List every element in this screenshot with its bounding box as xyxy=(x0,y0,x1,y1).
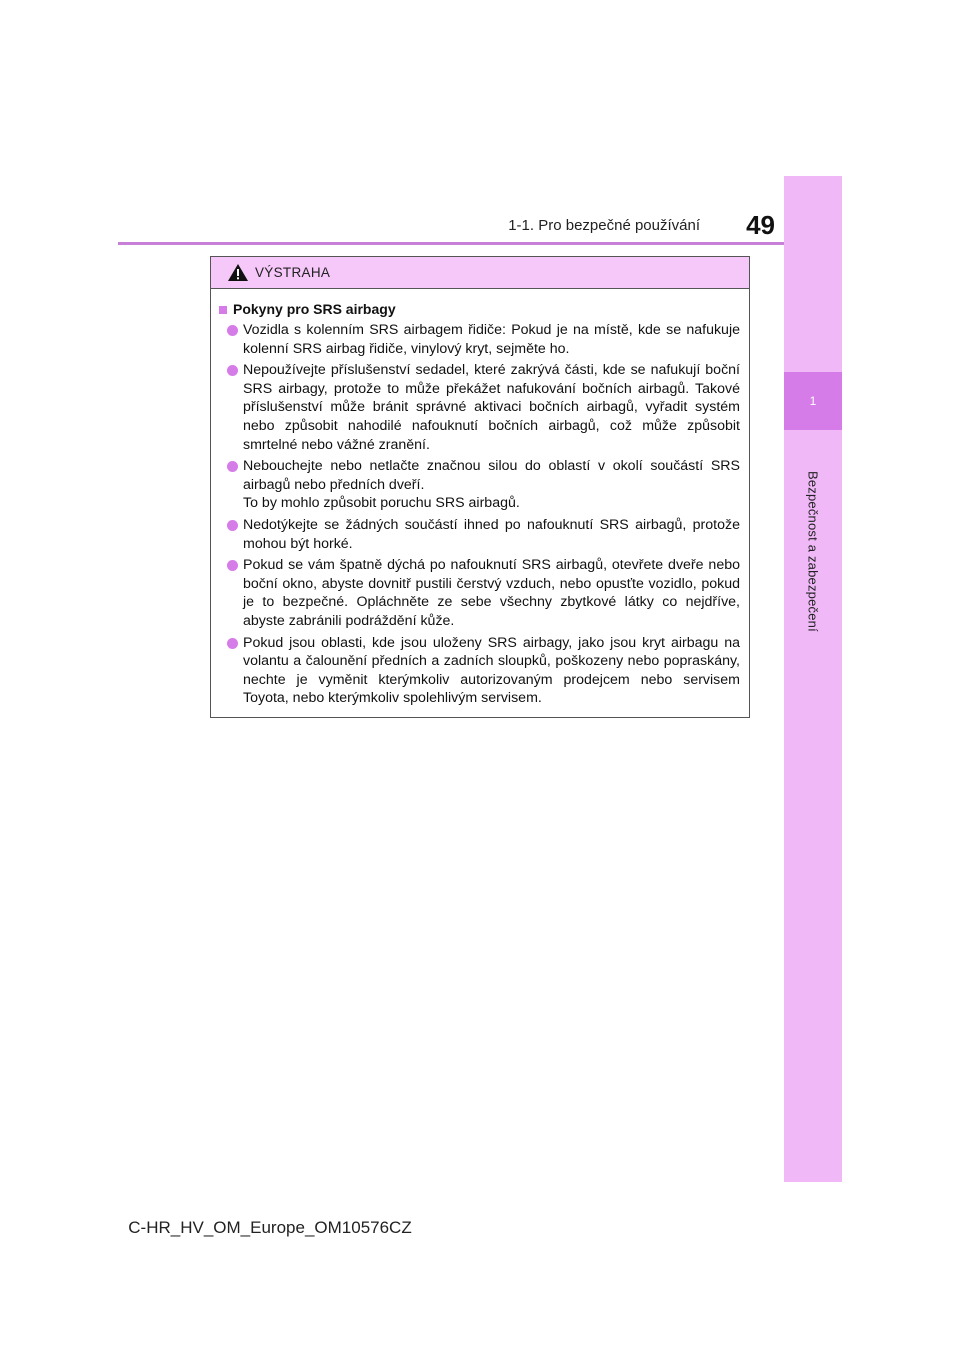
warning-body xyxy=(211,289,749,708)
bullet-dot-icon xyxy=(227,365,238,376)
warning-list xyxy=(219,321,740,708)
list-item-text: Nedotýkejte se žádných součástí ihned po nafouknutí SRS airbagů, protože mohou být horké. xyxy=(243,516,740,552)
list-item xyxy=(219,556,740,630)
section-title: 1-1. Pro bezpečné používání xyxy=(508,217,700,234)
list-item xyxy=(219,321,740,358)
list-item-text: Nepoužívejte příslušenství sedadel, které zakrývá části, kde se nafukují boční SRS airbagy, protože to může překážet nafukování bočních airbagů. Takové příslušenství může bránit správné aktivaci bočních airbagů, vyřadit systém nebo způsobit nahodilé nafouknutí bočních airbagů, což může způsobit smrtelné nebo vážné zranění. xyxy=(243,362,740,453)
warning-title: VÝSTRAHA xyxy=(255,265,331,280)
list-item-text: Vozidla s kolenním SRS airbagem řidiče: Pokud je na místě, kde se nafukuje kolenní SRS airbag řidiče, vinylový kryt, sejměte ho. xyxy=(243,322,740,357)
page-number: 49 xyxy=(746,210,775,240)
list-item-text: Pokud se vám špatně dýchá po nafouknutí SRS airbagů, otevřete dveře nebo boční okno, abyste dovnitř pustili čerstvý vzduch, nebo opusťte vozidlo, pokud je to bezpečné. Opláchněte ze sebe všechny zbytkové látky co nejdříve, abyste zabránili podráždění kůže. xyxy=(243,557,740,629)
header-rule xyxy=(118,242,842,245)
list-item-text: Nebouchejte nebo netlačte značnou silou do oblastí v okolí součástí SRS airbagů nebo předních dveří. xyxy=(243,458,740,493)
list-item xyxy=(219,516,740,553)
square-bullet-icon xyxy=(219,306,227,314)
list-item xyxy=(219,634,740,708)
bullet-dot-icon xyxy=(227,325,238,336)
chapter-number: 1 xyxy=(784,372,842,430)
bullet-dot-icon xyxy=(227,638,238,649)
warning-subheading xyxy=(219,300,740,319)
warning-subheading-text: Pokyny pro SRS airbagy xyxy=(233,301,396,317)
document-code: C-HR_HV_OM_Europe_OM10576CZ xyxy=(128,1218,412,1237)
chapter-label: Bezpečnost a zabezpečení xyxy=(805,471,821,632)
bullet-dot-icon xyxy=(227,461,238,472)
bullet-dot-icon xyxy=(227,560,238,571)
list-item xyxy=(219,361,740,454)
list-item-text-continuation: To by mohlo způsobit poruchu SRS airbagů. xyxy=(243,495,520,512)
list-item xyxy=(219,457,740,513)
bullet-dot-icon xyxy=(227,520,238,531)
warning-triangle-icon xyxy=(227,263,249,282)
chapter-side-tab[interactable] xyxy=(784,176,842,1182)
warning-box xyxy=(210,256,750,718)
list-item-text: Pokud jsou oblasti, kde jsou uloženy SRS airbagy, jako jsou kryt airbagu na volantu a čalounění předních a zadních sloupků, poškozeny nebo popraskány, nechte je vyměnit kterýmkoliv autorizovaným prodejcem nebo servisem Toyota, nebo kterýmkoliv spolehlivým servisem. xyxy=(243,634,740,707)
warning-header xyxy=(211,257,749,289)
